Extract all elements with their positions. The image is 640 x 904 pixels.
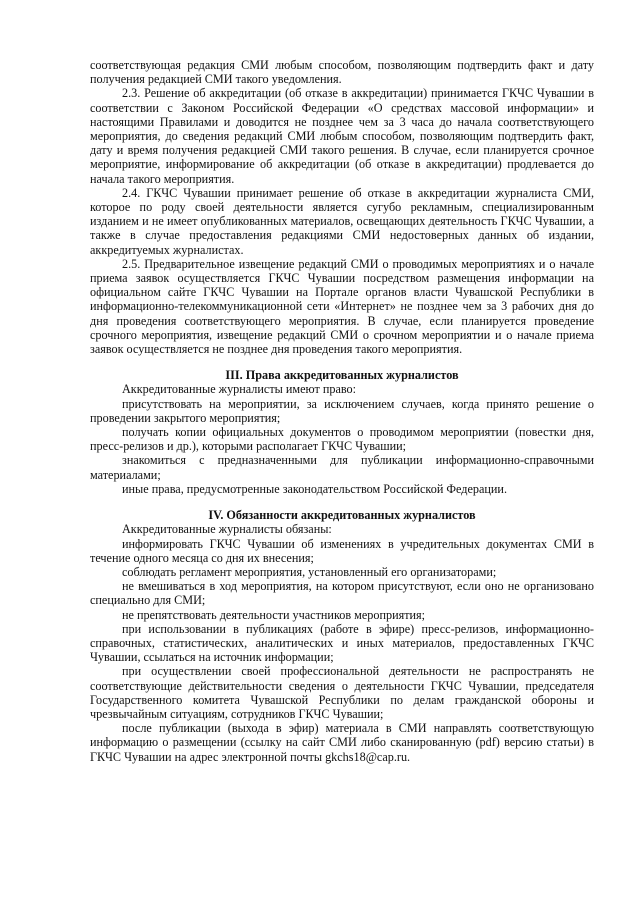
section-4-item: при осуществлении своей профессиональной деятельности не распространять не соответствующие действительности сведения о деятельности ГКЧС Чувашии, председателя Государственного комитета Чувашской Республики по делам гражданской обороны и чрезвычайным ситуациям, сотрудников ГКЧС Чувашии; — [90, 664, 594, 721]
section-3-heading: III. Права аккредитованных журналистов — [225, 368, 459, 383]
section-4-item: при использовании в публикациях (работе в эфире) пресс-релизов, информационно-справочных, статистических, аналитических и иных материалов, предоставленных ГКЧС Чувашии, ссылаться на источник информации; — [90, 621, 594, 665]
section-4-item: не вмешиваться в ход мероприятия, на котором присутствуют, если оно не организовано специально для СМИ; — [90, 579, 594, 608]
section-4-item: не препятствовать деятельности участников мероприятия; — [122, 607, 426, 622]
paragraph-2-5: 2.5. Предварительное извещение редакций СМИ о проводимых мероприятиях и о начале приема заявок осуществляется ГКЧС Чувашии посредством размещения информации на официальном сайте ГКЧС Чувашии на Портале органов власти Чувашской Республики в информационно-телекоммуникационной сети «Интернет» не позднее чем за 3 рабочих дня до дня проведения соответствующего мероприятия. В случае, если планируется проведение срочного мероприятия, извещение редакций СМИ о срочном мероприятии и о начале приема заявок осуществляется не позднее дня проведения такого мероприятия. — [90, 256, 594, 357]
paragraph-2-4: 2.4. ГКЧС Чувашии принимает решение об отказе в аккредитации журналиста СМИ, которое по роду своей деятельности является сугубо рекламным, специализированным изданием и не имеет опубликованных материалов, освещающих деятельность ГКЧС Чувашии, а также в случае предоставления редакциями СМИ недостоверных данных об издании, аккредитуемых журналистах. — [90, 185, 594, 257]
section-4-item: Аккредитованные журналисты обязаны: — [122, 522, 332, 537]
section-3-item: получать копии официальных документов о проводимом мероприятии (повестки дня, пресс-релизов и др.), которыми располагает ГКЧС Чувашии; — [90, 425, 594, 454]
paragraph-2-3: 2.3. Решение об аккредитации (об отказе в аккредитации) принимается ГКЧС Чувашии в соответствии с Законом Российской Федерации «О средствах массовой информации» и настоящими Правилами и доводится не позднее чем за 3 часа до начала соответствующего мероприятия, до сведения редакций СМИ любым способом, позволяющим подтвердить факт, дату и время получения редакцией СМИ такого решения. В случае, если планируется срочное мероприятие, информирование об аккредитации (об отказе в аккредитации) продлевается до начала такого мероприятия. — [90, 86, 594, 186]
document-page — [90, 58, 594, 764]
section-4-item: после публикации (выхода в эфир) материала в СМИ направлять соответствующую информацию о размещении (ссылку на сайт СМИ либо сканированную (pdf) версию статьи) в ГКЧС Чувашии на адрес электронной почты gkchs18@cap.ru. — [90, 721, 594, 764]
section-3-item: знакомиться с предназначенными для публикации информационно-справочными материалами; — [90, 453, 594, 482]
section-4-item: соблюдать регламент мероприятия, установленный его организаторами; — [122, 564, 497, 579]
section-4-item: информировать ГКЧС Чувашии об изменениях в учредительных документах СМИ в течение одного месяца со дня их внесения; — [90, 536, 594, 565]
section-4-heading: IV. Обязанности аккредитованных журналистов — [208, 508, 476, 523]
section-3-item: иные права, предусмотренные законодательством Российской Федерации. — [122, 481, 507, 496]
paragraph-continuation: соответствующая редакция СМИ любым способом, позволяющим подтвердить факт и дату получения редакцией СМИ такого уведомления. — [90, 58, 594, 87]
section-3-item: присутствовать на мероприятии, за исключением случаев, когда принято решение о проведении закрытого мероприятия; — [90, 396, 594, 425]
section-3-item: Аккредитованные журналисты имеют право: — [122, 382, 357, 397]
